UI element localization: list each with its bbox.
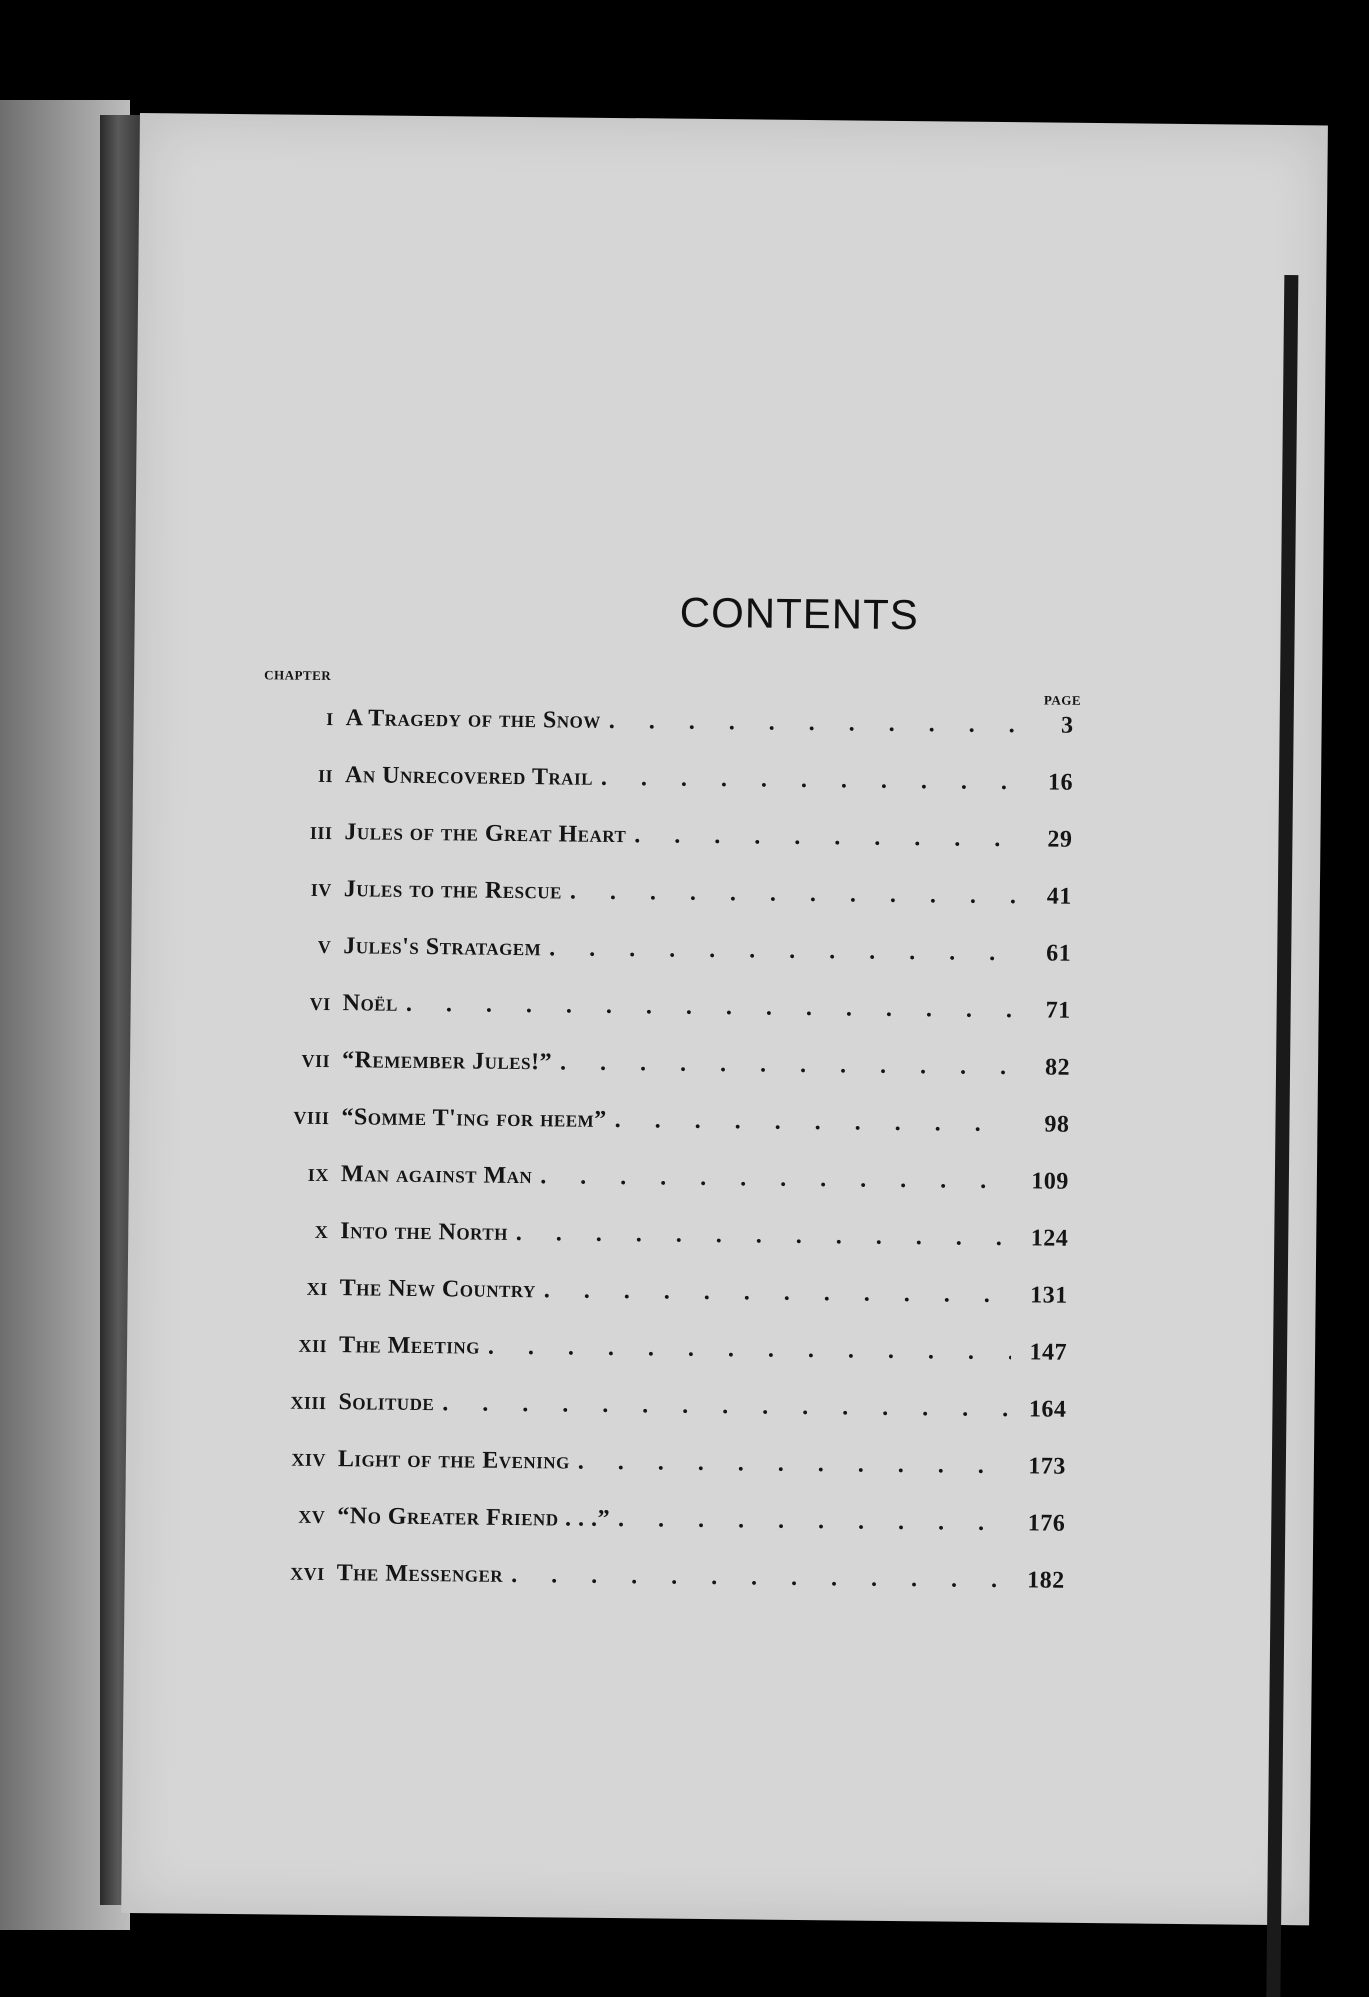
chapter-title: Solitude (338, 1389, 435, 1417)
page-column-header: PAGE (1043, 692, 1082, 708)
chapter-numeral: IV (310, 879, 332, 901)
chapter-numeral: IX (307, 1164, 329, 1186)
page-number: 61 (1046, 940, 1072, 967)
toc-entry (261, 875, 1072, 940)
chapter-numeral: XIV (291, 1449, 327, 1471)
toc-entry (257, 1274, 1068, 1339)
chapter-title: “No Greater Friend . . .” (337, 1503, 611, 1532)
toc-entry (262, 818, 1073, 883)
chapter-title: Into the North (340, 1218, 509, 1246)
dot-leader (618, 1506, 1009, 1537)
dot-leader (634, 822, 1016, 853)
toc-entry (261, 932, 1072, 997)
dot-leader (406, 991, 1015, 1024)
dot-leader (549, 935, 1015, 967)
page-number: 71 (1045, 997, 1071, 1024)
toc-entry (255, 1445, 1066, 1510)
dot-leader (442, 1390, 1010, 1423)
chapter-numeral: I (326, 708, 334, 730)
chapter-numeral: XIII (290, 1392, 327, 1414)
page-number: 147 (1029, 1339, 1068, 1366)
dot-leader (560, 1049, 1014, 1081)
toc-entry (258, 1160, 1069, 1225)
chapter-title: Jules of the Great Heart (344, 819, 627, 849)
chapter-title: An Unrecovered Trail (344, 762, 594, 791)
dot-leader (601, 765, 1017, 796)
chapter-numeral: XVI (290, 1563, 325, 1585)
chapter-title: “Remember Jules!” (341, 1047, 553, 1076)
toc-entry (254, 1559, 1065, 1624)
toc-entry (259, 1103, 1070, 1168)
chapter-title: “Somme T'ing for heem” (341, 1104, 607, 1133)
chapter-title: The Meeting (338, 1332, 481, 1360)
page-number: 164 (1028, 1396, 1067, 1423)
toc-entry (263, 704, 1074, 769)
chapter-title: Noël (342, 990, 399, 1017)
toc-entry-list (254, 704, 1074, 1624)
chapter-title: Jules to the Rescue (343, 876, 563, 905)
page-number: 124 (1030, 1225, 1069, 1252)
dot-leader (511, 1562, 1009, 1594)
page-right-edge (1266, 275, 1298, 1997)
toc-entry (257, 1331, 1068, 1396)
chapter-numeral: VII (301, 1050, 331, 1072)
page-number: 29 (1047, 826, 1073, 853)
page-number: 98 (1044, 1111, 1070, 1138)
page-number: 173 (1028, 1453, 1067, 1480)
toc-entry (260, 1046, 1071, 1111)
chapter-title: Man against Man (340, 1161, 533, 1190)
dot-leader (540, 1163, 1013, 1195)
page-number: 16 (1047, 769, 1074, 796)
page-number: 182 (1027, 1567, 1065, 1594)
page-number: 82 (1044, 1054, 1071, 1081)
dot-leader (570, 879, 1016, 911)
page-number: 176 (1027, 1510, 1066, 1537)
toc-entry (256, 1388, 1067, 1453)
page-number: 3 (1060, 712, 1074, 739)
dot-leader (544, 1277, 1012, 1309)
chapter-numeral: X (314, 1221, 329, 1243)
toc-entry (258, 1217, 1069, 1282)
dot-leader (609, 708, 1018, 739)
toc-entry (263, 761, 1074, 826)
chapter-column-header: CHAPTER (264, 667, 332, 684)
chapter-title: Jules's Stratagem (343, 933, 542, 962)
chapter-title: The New Country (339, 1275, 536, 1304)
chapter-numeral: II (317, 765, 334, 787)
page-number: 131 (1030, 1282, 1068, 1309)
toc-entry (255, 1502, 1066, 1567)
chapter-numeral: VIII (293, 1107, 330, 1129)
toc-entry (260, 989, 1071, 1054)
chapter-title: Light of the Evening (337, 1446, 570, 1475)
page-number: 109 (1031, 1168, 1069, 1195)
chapter-numeral: V (317, 936, 332, 958)
chapter-numeral: XII (298, 1335, 328, 1357)
contents-page (121, 113, 1328, 1925)
dot-leader (578, 1449, 1010, 1481)
table-of-contents (264, 584, 1082, 1594)
chapter-numeral: VI (309, 993, 331, 1015)
chapter-numeral: III (309, 822, 333, 844)
chapter-numeral: XV (298, 1506, 326, 1528)
page-number: 41 (1046, 883, 1072, 910)
dot-leader (516, 1220, 1013, 1252)
dot-leader (488, 1334, 1011, 1366)
chapter-title: A Tragedy of the Snow (345, 705, 601, 734)
chapter-numeral: XI (306, 1278, 328, 1300)
dot-leader (615, 1107, 1014, 1138)
page-title: CONTENTS (679, 588, 920, 639)
chapter-title: The Messenger (336, 1560, 504, 1588)
